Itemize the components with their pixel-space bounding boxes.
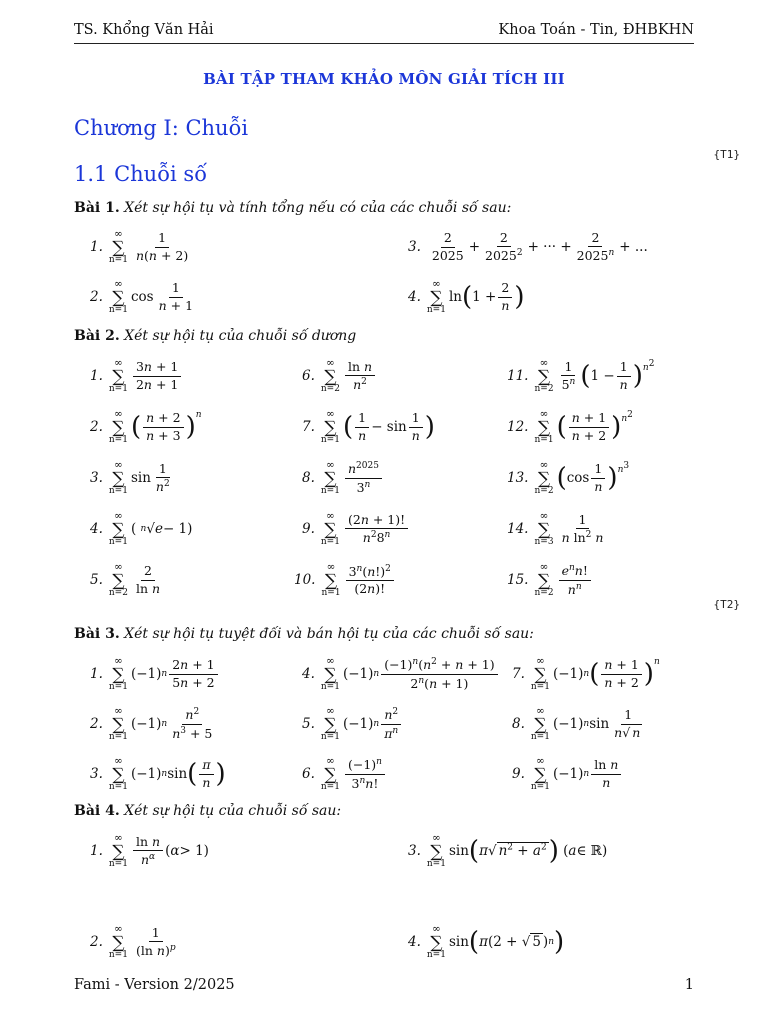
ex3-item-6: 6. ∞ ∑ n=1 $\frac{(-1)^n}{3^nn!}$ — [302, 751, 387, 797]
ex3-item-1: 1. ∞ ∑ n=1 (−1) n $\frac{2n + 1}{5n + 2}$ — [90, 651, 220, 697]
ex2-item-15: 15. ∞ ∑ n=2 $\frac{e^nn!}{n^n}$ — [507, 557, 593, 603]
ex2-item-9: 9. ∞ ∑ n=1 $\frac{(2n + 1)!}{n^28^n}$ — [302, 506, 410, 552]
footer-version: Fami - Version 2/2025 — [74, 977, 235, 993]
ex1-item-2: 2. ∞ ∑ n=1 cos $\frac{1}{n + 1}$ — [90, 278, 194, 315]
exercise-3-label: Bài 3. — [74, 626, 120, 642]
ex3-item-7: 7. ∞ ∑ n=1 (−1) n ( $\frac{n + 1}{n + 2}$ ) $^n$ — [512, 655, 660, 692]
header-affiliation: Khoa Toán - Tin, ĐHBKHN — [498, 22, 694, 38]
ex1-item-4: 4. ∞ ∑ n=1 ln ( 1 + $\frac{2}{n}$ ) — [408, 278, 525, 315]
tag-t1: {T1} — [713, 148, 740, 161]
exercise-3-text: Xét sự hội tụ tuyệt đối và bán hội tụ của các chuỗi số sau: — [124, 626, 534, 642]
page-header — [74, 22, 694, 44]
header-author: TS. Khổng Văn Hải — [74, 22, 214, 38]
ex2-item-11: 11. ∞ ∑ n=2 $\frac{1}{5^n}$ ( 1 − $\frac{1}{n}$ ) $^{n^2}$ — [507, 357, 655, 394]
ex2-item-5: 5. ∞ ∑ n=2 $\frac{2}{\text{ln n}}$ — [90, 561, 161, 598]
ex2-item-13: 13. ∞ ∑ n=2 ( cos $\frac{1}{n}$ ) $^{n^3}$ — [507, 459, 630, 496]
ex3-item-9: 9. ∞ ∑ n=1 (−1) n $\frac{\text{ln n}}{n}$ — [512, 751, 623, 797]
ex2-item-4: 4. ∞ ∑ n=1 ( n √ e − 1) — [90, 510, 193, 547]
ex2-item-10: 10. ∞ ∑ n=1 $\frac{3^n(n!)^2}{(2n)!}$ — [294, 557, 396, 603]
ex3-item-4: 4. ∞ ∑ n=1 (−1) n $\frac{(-1)^n(n^2 + n + 1)}{2^n(n + 1)}$ — [302, 651, 500, 697]
chapter-heading: Chương I: Chuỗi — [74, 116, 249, 140]
exercise-2-prompt — [74, 328, 356, 344]
tag-t2: {T2} — [713, 598, 740, 611]
exercise-4-label: Bài 4. — [74, 803, 120, 819]
exercise-2-text: Xét sự hội tụ của chuỗi số dương — [124, 328, 357, 344]
exercise-4-text: Xét sự hội tụ của chuỗi số sau: — [124, 803, 342, 819]
ex2-item-3: 3. ∞ ∑ n=1 sin $\frac{1}{n^2}$ — [90, 459, 170, 496]
ex1-item-1: 1. ∞ ∑ n=1 $\frac{1}{n(n + 2)}$ — [90, 228, 189, 265]
ex2-item-14: 14. ∞ ∑ n=3 $\frac{1}{n \ln^2 n}$ — [507, 510, 604, 547]
ex4-item-1: 1. ∞ ∑ n=1 $\frac{\text{ln n}}{n^\alpha}$ ( α > 1) — [90, 832, 209, 869]
exercise-2-label: Bài 2. — [74, 328, 120, 344]
header-rule — [74, 43, 694, 44]
ex4-item-3: 3. ∞ ∑ n=1 sin ( π √ $n^2 + a^2$ ) ( a ∈ ℝ) — [408, 832, 608, 869]
ex4-item-4: 4. ∞ ∑ n=1 sin ( π (2 + √ 5 ) n ) — [408, 923, 565, 960]
ex2-item-7: 7. ∞ ∑ n=1 ( $\frac{1}{n}$ − sin $\frac{1}{n}$ ) — [302, 408, 435, 445]
exercise-1-text: Xét sự hội tụ và tính tổng nếu có của các chuỗi số sau: — [124, 200, 512, 216]
page-footer — [74, 977, 694, 993]
exercise-1-label: Bài 1. — [74, 200, 120, 216]
ex2-item-8: 8. ∞ ∑ n=1 $\frac{n^{2025}}{3^n}$ — [302, 455, 384, 501]
ex2-item-1: 1. ∞ ∑ n=1 $\frac{3n + 1}{2n + 1}$ — [90, 353, 183, 399]
ex2-item-6: 6. ∞ ∑ n=2 $\frac{\text{ln n}}{n^2}$ — [302, 353, 377, 399]
exercise-1-prompt — [74, 200, 511, 216]
exercise-3-prompt — [74, 626, 534, 642]
ex3-item-3: 3. ∞ ∑ n=1 (−1) n sin ( $\frac{\pi}{n}$ ) — [90, 755, 226, 792]
page-number: 1 — [684, 977, 694, 993]
ex4-item-2: 2. ∞ ∑ n=1 $\frac{1}{(\ln n)^p}$ — [90, 923, 176, 960]
ex1-item-3: 3. $\frac{2}{2025}$ + $\frac{2}{2025^2}$ + ··· + $\frac{2}{2025^n}$ + ... — [408, 229, 648, 264]
ex3-item-2: 2. ∞ ∑ n=1 (−1) n $\frac{n^2}{n^3 + 5}$ — [90, 705, 213, 742]
document-title: BÀI TẬP THAM KHẢO MÔN GIẢI TÍCH III — [203, 70, 565, 88]
section-heading: 1.1 Chuỗi số — [74, 162, 208, 186]
ex2-item-12: 12. ∞ ∑ n=1 ( $\frac{n + 1}{n + 2}$ ) $^{n^2}$ — [507, 408, 633, 445]
ex2-item-2: 2. ∞ ∑ n=1 ( $\frac{n + 2}{n + 3}$ ) $^n$ — [90, 408, 202, 445]
exercise-4-prompt — [74, 803, 341, 819]
ex3-item-5: 5. ∞ ∑ n=1 (−1) n $\frac{n^2}{\pi^n}$ — [302, 701, 403, 747]
ex3-item-8: 8. ∞ ∑ n=1 (−1) n sin $\frac{1}{n√ n}$ — [512, 705, 641, 742]
